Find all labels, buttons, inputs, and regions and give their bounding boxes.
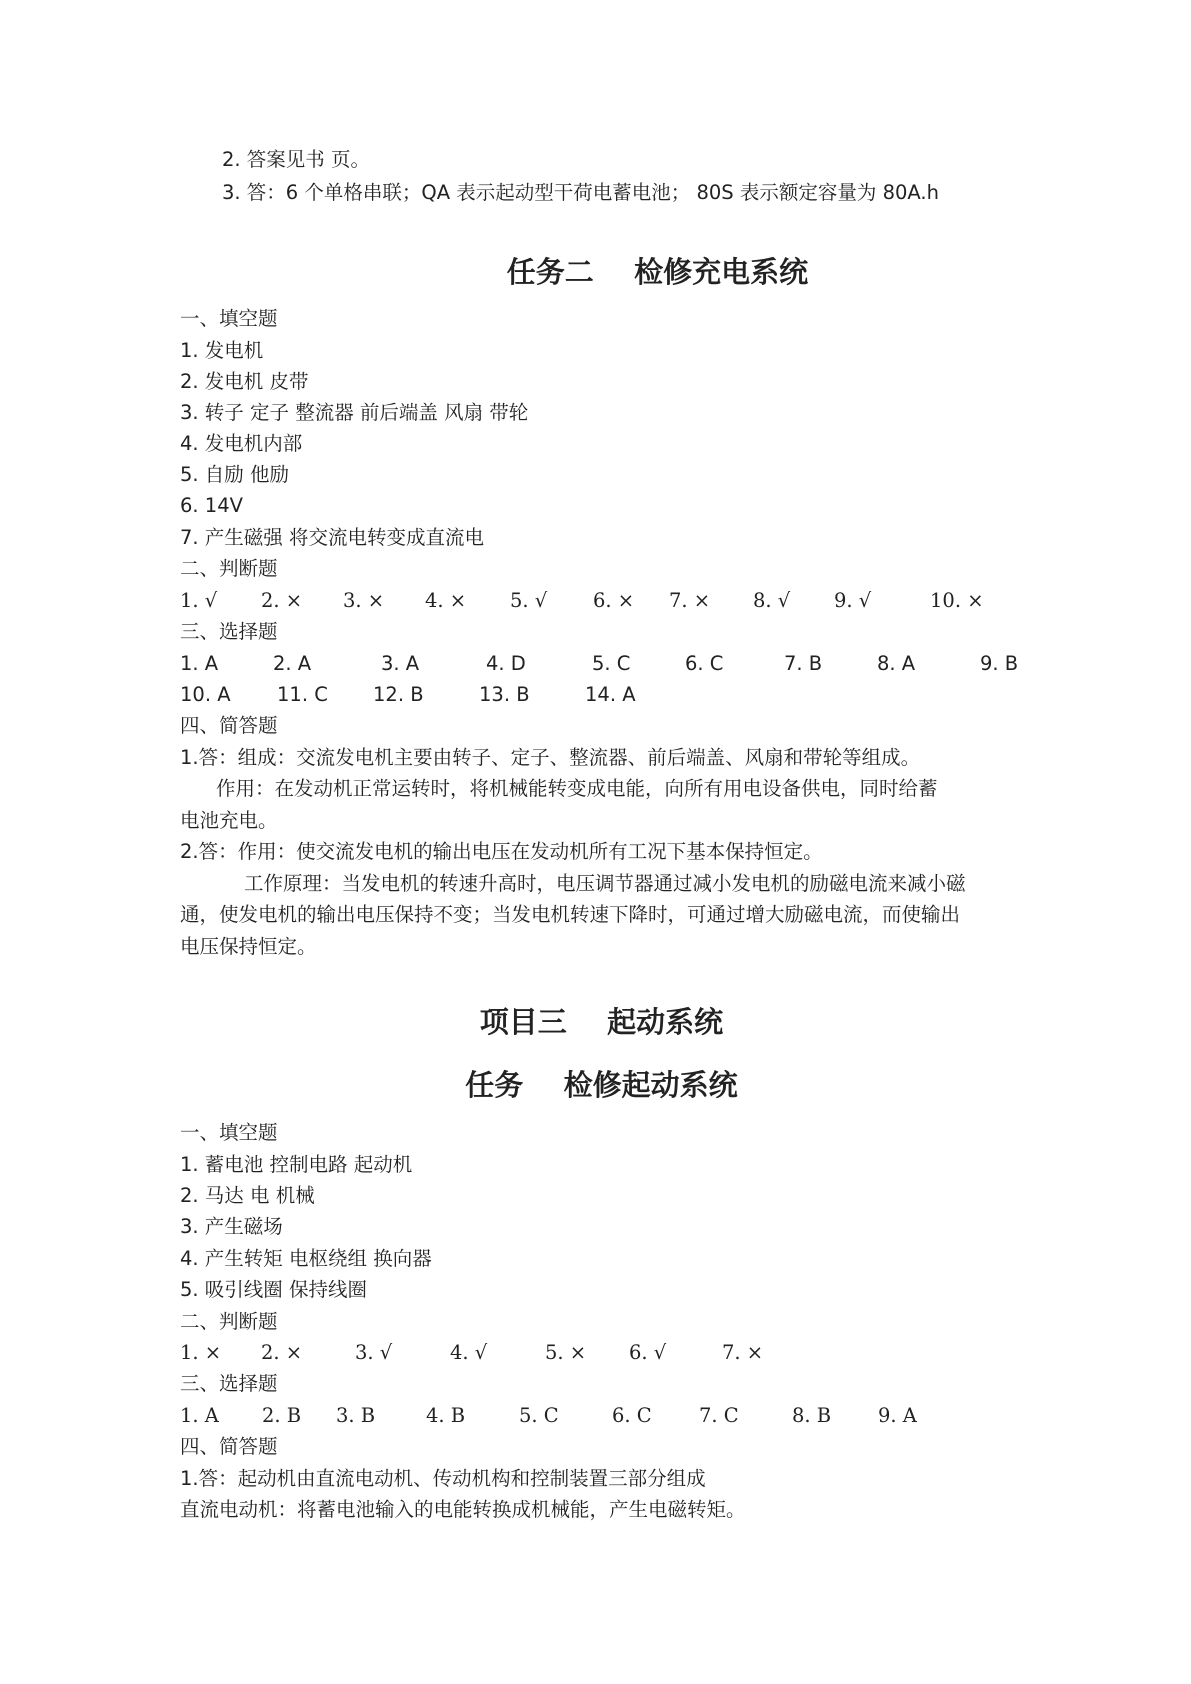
fill-item: 7. 产生磁强 将交流电转变成直流电: [180, 526, 485, 549]
choice-answer: 5. C: [592, 652, 631, 675]
choice-heading: 三、选择题: [180, 1372, 278, 1395]
paragraph-line: 通，使发电机的输出电压保持不变；当发电机转速下降时，可通过增大励磁电流，而使输出: [180, 903, 961, 926]
fill-item: 3. 转子 定子 整流器 前后端盖 风扇 带轮: [180, 401, 529, 424]
section-title: 任务 检修起动系统: [465, 1068, 738, 1102]
choice-answer: 2. A: [273, 652, 312, 675]
judge-answer: 1. ×: [180, 1341, 222, 1364]
choice-answer: 11. C: [277, 683, 328, 706]
choice-answer: 8. A: [877, 652, 916, 675]
fill-item: 4. 产生转矩 电枢绕组 换向器: [180, 1247, 432, 1270]
short-heading: 四、简答题: [180, 1435, 278, 1458]
judge-answer: 8. √: [753, 589, 791, 612]
choice-answer: 3. A: [381, 652, 420, 675]
judge-heading: 二、判断题: [180, 557, 278, 580]
judge-answer: 6. ×: [593, 589, 635, 612]
fill-heading: 一、填空题: [180, 1121, 278, 1144]
judge-answers-row: [180, 1343, 1040, 1365]
paragraph-line: 电池充电。: [180, 809, 278, 832]
choice-answer: 1. A: [180, 1404, 219, 1427]
choice-answer: 1. A: [180, 652, 219, 675]
paragraph-line: 电压保持恒定。: [180, 935, 317, 958]
choice-answer: 12. B: [373, 683, 424, 706]
fill-heading: 一、填空题: [180, 307, 278, 330]
choice-heading: 三、选择题: [180, 620, 278, 643]
choice-answer: 4. D: [486, 652, 526, 675]
list-item: 3. 答：6 个单格串联；QA 表示起动型干荷电蓄电池； 80S 表示额定容量为 80A.h: [222, 181, 939, 204]
choice-answer: 4. B: [426, 1404, 466, 1427]
judge-answer: 1. √: [180, 589, 218, 612]
paragraph-line: 2.答：作用：使交流发电机的输出电压在发动机所有工况下基本保持恒定。: [180, 840, 823, 863]
choice-answer: 13. B: [479, 683, 530, 706]
choice-answer: 10. A: [180, 683, 231, 706]
judge-answer: 4. √: [450, 1341, 488, 1364]
judge-answer: 2. ×: [261, 589, 303, 612]
paragraph-line: 作用：在发动机正常运转时，将机械能转变成电能，向所有用电设备供电，同时给蓄: [216, 777, 938, 800]
choice-answer: 7. B: [784, 652, 823, 675]
judge-heading: 二、判断题: [180, 1310, 278, 1333]
fill-item: 1. 发电机: [180, 339, 264, 362]
choice-answer: 14. A: [585, 683, 636, 706]
judge-answer: 9. √: [834, 589, 872, 612]
choice-answer: 9. B: [980, 652, 1019, 675]
fill-item: 5. 自励 他励: [180, 463, 290, 486]
judge-answer: 4. ×: [425, 589, 467, 612]
fill-item: 1. 蓄电池 控制电路 起动机: [180, 1153, 413, 1176]
judge-answer: 7. ×: [669, 589, 711, 612]
judge-answer: 3. ×: [343, 589, 385, 612]
judge-answer: 7. ×: [722, 1341, 764, 1364]
fill-item: 2. 发电机 皮带: [180, 370, 309, 393]
judge-answers-row: [180, 591, 1040, 613]
choice-answers-row: [180, 685, 1040, 707]
paragraph-line: 1.答：起动机由直流电动机、传动机构和控制装置三部分组成: [180, 1467, 706, 1490]
judge-answer: 3. √: [355, 1341, 393, 1364]
judge-answer: 6. √: [629, 1341, 667, 1364]
judge-answer: 2. ×: [261, 1341, 303, 1364]
choice-answer: 6. C: [612, 1404, 652, 1427]
choice-answer: 2. B: [262, 1404, 302, 1427]
choice-answers-row: [180, 654, 1040, 676]
list-item: 2. 答案见书 页。: [222, 148, 371, 171]
project-title: 项目三 起动系统: [479, 1005, 724, 1039]
judge-answer: 5. ×: [545, 1341, 587, 1364]
choice-answer: 5. C: [519, 1404, 559, 1427]
paragraph-line: 1.答：组成：交流发电机主要由转子、定子、整流器、前后端盖、风扇和带轮等组成。: [180, 746, 921, 769]
paragraph-line: 直流电动机：将蓄电池输入的电能转换成机械能，产生电磁转矩。: [180, 1498, 746, 1521]
choice-answers-row: [180, 1406, 1040, 1428]
fill-item: 5. 吸引线圈 保持线圈: [180, 1278, 368, 1301]
choice-answer: 9. A: [878, 1404, 917, 1427]
paragraph-line: 工作原理：当发电机的转速升高时，电压调节器通过减小发电机的励磁电流来减小磁: [244, 872, 966, 895]
short-heading: 四、简答题: [180, 714, 278, 737]
choice-answer: 6. C: [685, 652, 724, 675]
judge-answer: 10. ×: [930, 589, 984, 612]
choice-answer: 7. C: [699, 1404, 739, 1427]
fill-item: 3. 产生磁场: [180, 1215, 283, 1238]
section-title: 任务二 检修充电系统: [506, 255, 809, 289]
fill-item: 4. 发电机内部: [180, 432, 303, 455]
choice-answer: 3. B: [336, 1404, 376, 1427]
choice-answer: 8. B: [792, 1404, 832, 1427]
judge-answer: 5. √: [510, 589, 548, 612]
fill-item: 6. 14V: [180, 494, 243, 517]
fill-item: 2. 马达 电 机械: [180, 1184, 315, 1207]
